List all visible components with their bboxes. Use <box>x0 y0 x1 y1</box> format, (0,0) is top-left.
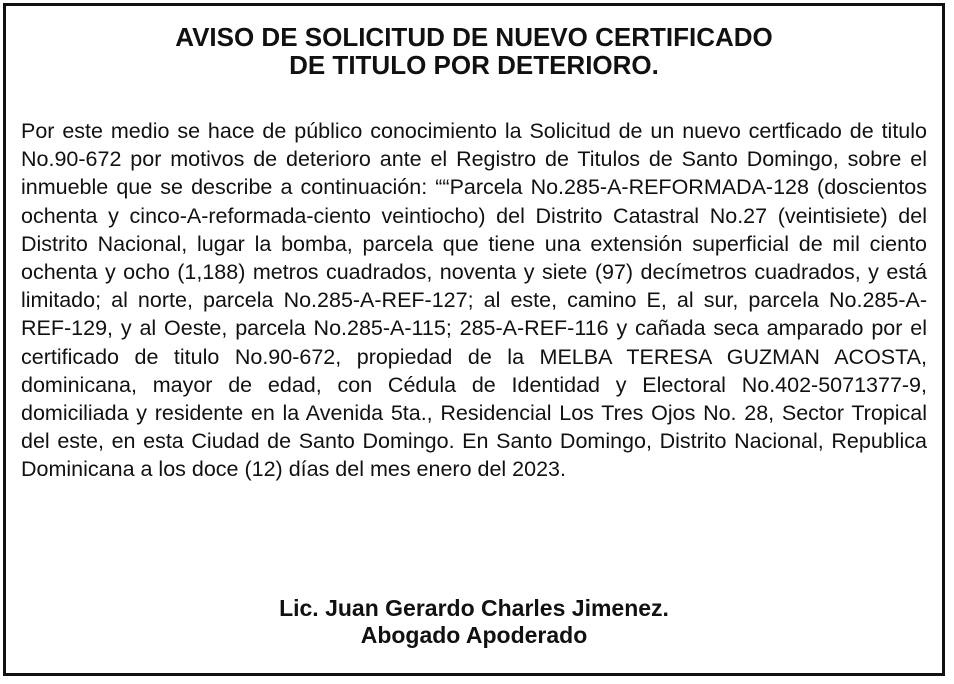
notice-title-line-2: DE TITULO POR DETERIORO. <box>289 50 659 80</box>
signature-name: Lic. Juan Gerardo Charles Jimenez. <box>279 595 669 621</box>
notice-frame <box>3 3 945 676</box>
notice-title <box>6 23 942 79</box>
notice-body: Por este medio se hace de público conocimiento la Solicitud de un nuevo certficado de titulo No.90-672 por motivos de deterioro ante el Registro de Titulos de Santo Domingo, sobre el inmueble que se describe a continuación: ““Parcela No.285-A-REFORMADA-128 (doscientos ochenta y cinco-A-reformada-ciento veintiocho) del Distrito Catastral No.27 (veintisiete) del Distrito Nacional, lugar la bomba, parcela que tiene una extensión superficial de mil ciento ochenta y ocho (1,188) metros cuadrados, noventa y siete (97) decímetros cuadrados, y está limitado; al norte, parcela No.285-A-REF-127; al este, camino E, al sur, parcela No.285-A-REF-129, y al Oeste, parcela No.285-A-115; 285-A-REF-116 y cañada seca amparado por el certificado de titulo No.90-672, propiedad de la MELBA TERESA GUZMAN ACOSTA, dominicana, mayor de edad, con Cédula de Identidad y Electoral No.402-5071377-9, domiciliada y residente en la Avenida 5ta., Residencial Los Tres Ojos No. 28, Sector Tropical del este, en esta Ciudad de Santo Domingo. En Santo Domingo, Distrito Nacional, Republica Dominicana a los doce (12) días del mes enero del 2023. <box>21 119 927 482</box>
signature-role: Abogado Apoderado <box>360 622 588 648</box>
signature-block <box>6 595 942 649</box>
notice-title-line-1: AVISO DE SOLICITUD DE NUEVO CERTIFICADO <box>175 22 773 52</box>
